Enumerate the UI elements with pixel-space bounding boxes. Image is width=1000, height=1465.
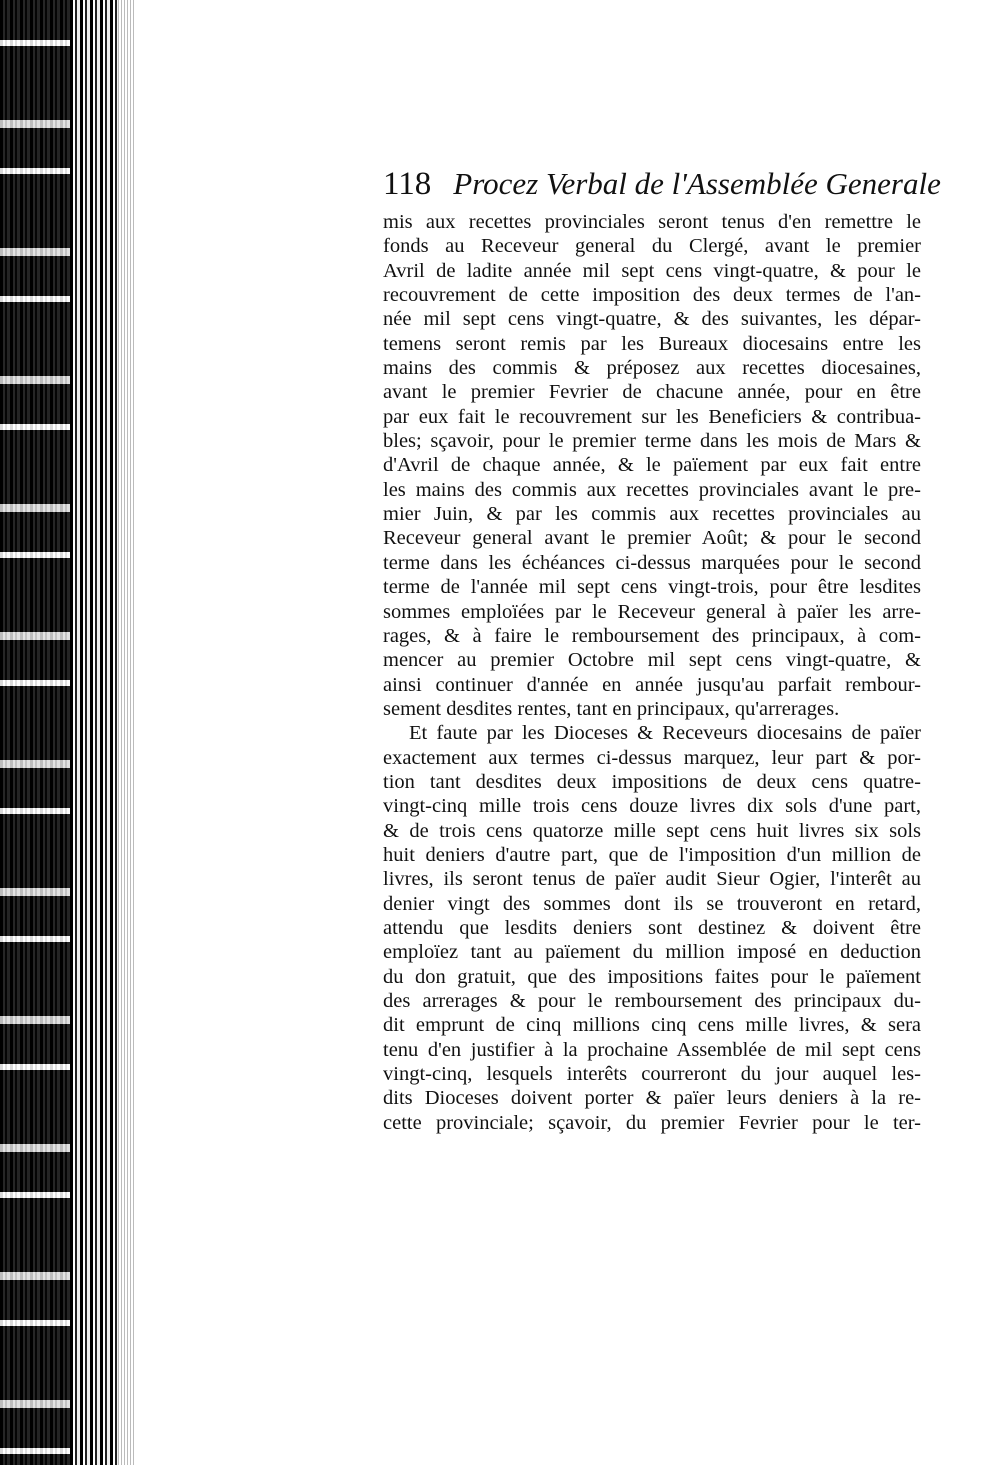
paragraph <box>383 721 921 1135</box>
text-line: cette provinciale; sçavoir, du premier Fevrier pour le ter- <box>383 1111 921 1134</box>
text-line: sement desdites rentes, tant en principaux, qu'arrerages. <box>383 697 840 720</box>
text-line: bles; sçavoir, pour le premier terme dans les mois de Mars & <box>383 430 921 453</box>
text-line: avant le premier Fevrier de chacune année, pour en être <box>383 381 921 404</box>
text-line: Receveur general avant le premier Août; & pour le second <box>383 527 921 550</box>
text-line: emploïez tant au païement du million imposé en deduction <box>383 941 921 964</box>
text-line: rages, & à faire le remboursement des principaux, à com- <box>383 624 921 647</box>
text-line: livres, ils seront tenus de païer audit Sieur Ogier, l'interêt au <box>383 868 921 891</box>
text-line: denier vingt des sommes dont ils se trouveront en retard, <box>383 892 921 915</box>
text-line: attendu que lesdits deniers sont destinez & doivent être <box>383 916 921 939</box>
text-line: par eux fait le recouvrement sur les Beneficiers & contribua- <box>383 405 921 428</box>
text-line: sommes emploïées par le Receveur general à païer les arre- <box>383 600 921 623</box>
text-line: mains des commis & préposez aux recettes diocesaines, <box>383 357 921 380</box>
text-line: huit deniers d'autre part, que de l'imposition d'un million de <box>383 843 921 866</box>
body-text <box>383 210 921 1135</box>
text-line: vingt-cinq mille trois cens douze livres dix sols d'une part, <box>383 795 921 818</box>
text-line: des arrerages & pour le remboursement des principaux du- <box>383 990 921 1012</box>
text-line: mencer au premier Octobre mil sept cens vingt-quatre, & <box>383 649 921 672</box>
text-line: d'Avril de chaque année, & le païement par eux fait entre <box>383 454 921 477</box>
text-line: exactement aux termes ci-dessus marquez, leur part & por- <box>383 746 921 769</box>
text-line: & de trois cens quatorze mille sept cens huit livres six sols <box>383 819 921 842</box>
paragraph <box>383 210 921 721</box>
text-line: fonds au Receveur general du Clergé, avant le premier <box>383 235 921 258</box>
text-line: Et faute par les Dioceses & Receveurs diocesains de païer <box>409 722 921 745</box>
text-line: mier Juin, & par les commis aux recettes provinciales au <box>383 503 921 526</box>
spine-shadow <box>0 0 70 1465</box>
text-line: ainsi continuer d'année en année jusqu'au parfait rembour- <box>383 673 921 696</box>
running-title: Procez Verbal de l'Assemblée Generale <box>453 166 941 201</box>
text-line: terme dans les échéances ci-dessus marquées pour le second <box>383 551 921 574</box>
text-line: les mains des commis aux recettes provinciales avant le pre- <box>383 478 921 501</box>
page-number: 118 <box>383 166 432 202</box>
text-line: recouvrement de cette imposition des deux termes de l'an- <box>383 284 921 307</box>
text-line: dits Dioceses doivent porter & païer leurs deniers à la re- <box>383 1087 921 1110</box>
text-line: tenu d'en justifier à la prochaine Assemblée de mil sept cens <box>383 1038 921 1061</box>
text-line: vingt-cinq, lesquels interêts courreront du jour auquel les- <box>383 1063 921 1086</box>
text-line: temens seront remis par les Bureaux diocesains entre les <box>383 332 921 355</box>
text-line: tion tant desdites deux impositions de deux cens quatre- <box>383 770 921 793</box>
page-header <box>383 166 941 212</box>
text-line: née mil sept cens vingt-quatre, & des suivantes, les dépar- <box>383 308 921 331</box>
text-line: mis aux recettes provinciales seront tenus d'en remettre le <box>383 211 921 233</box>
text-line: dit emprunt de cinq millions cinq cens mille livres, & sera <box>383 1014 921 1037</box>
text-line: Avril de ladite année mil sept cens vingt-quatre, & pour le <box>383 259 921 282</box>
text-line: terme de l'année mil sept cens vingt-trois, pour être lesdites <box>383 576 921 599</box>
text-line: du don gratuit, que des impositions faites pour le païement <box>383 965 921 988</box>
page-edges <box>118 0 136 1465</box>
